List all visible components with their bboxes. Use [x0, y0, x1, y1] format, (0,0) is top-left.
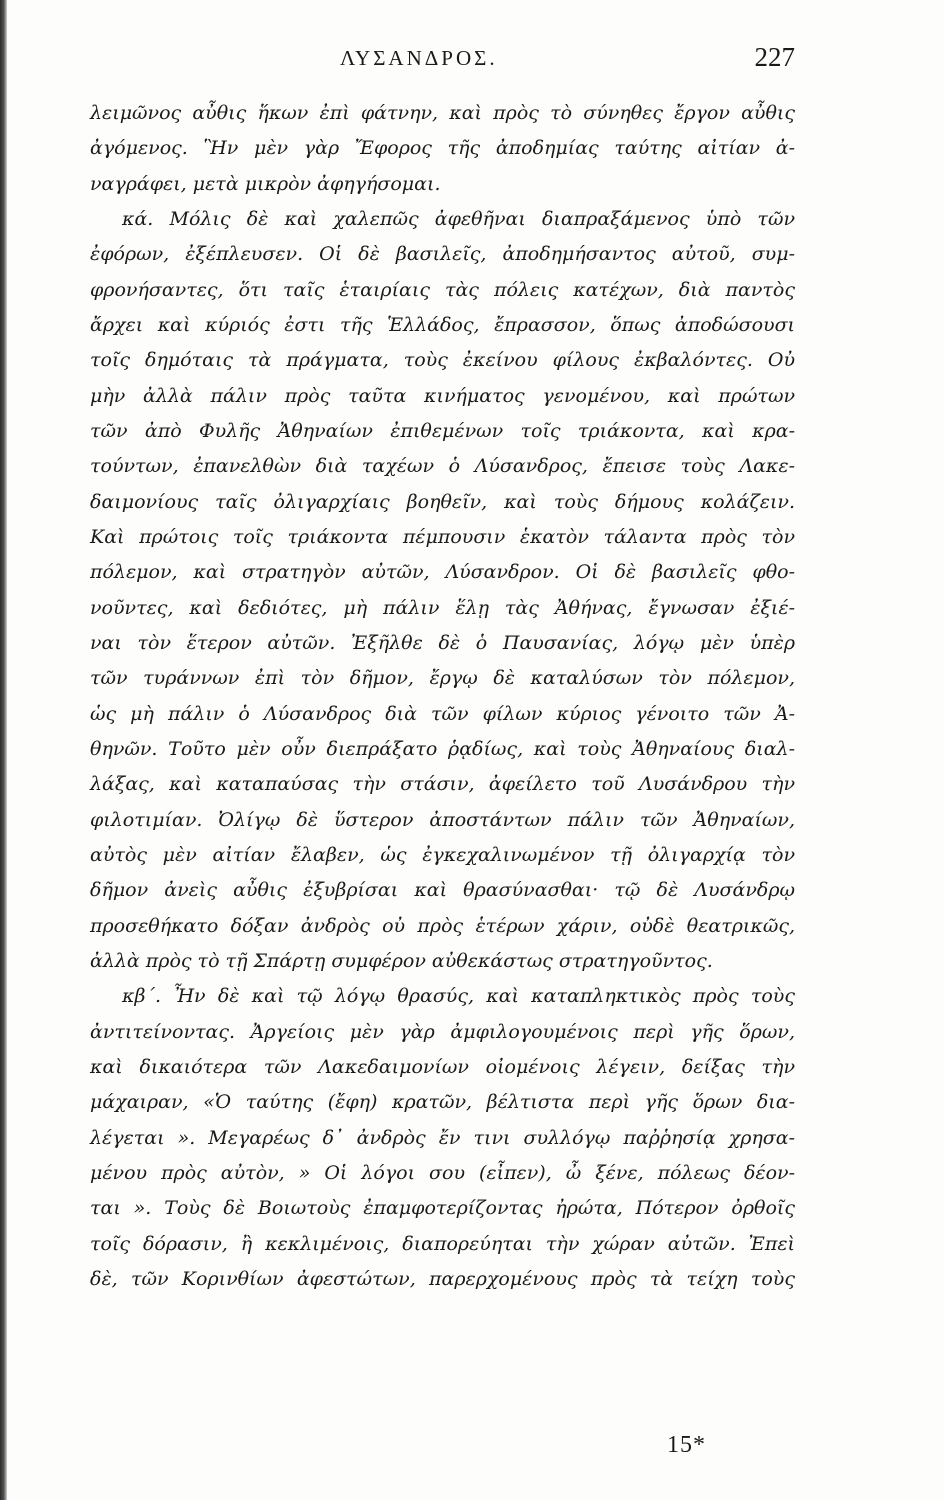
text-line: τῶν ἀπὸ Φυλῆς Ἀθηναίων ἐπιθεμένων τοῖς τριάκοντα, καὶ κρα-	[90, 419, 795, 442]
text-line: δῆμον ἀνεὶς αὖθις ἐξυβρίσαι καὶ θρασύνασθαι· τῷ δὲ Λυσάνδρῳ	[90, 879, 795, 902]
text-line: μένου πρὸς αὐτὸν, » Οἱ λόγοι σου (εἶπεν), ὦ ξένε, πόλεως δέον-	[90, 1161, 795, 1184]
text-line: ται ». Τοὺς δὲ Βοιωτοὺς ἐπαμφοτερίζοντας ἠρώτα, Πότερον ὀρθοῖς	[90, 1197, 795, 1220]
binding-edge	[0, 0, 7, 1500]
text-line: τούντων, ἐπανελθὼν διὰ ταχέων ὁ Λύσανδρος, ἔπεισε τοὺς Λακε-	[90, 455, 795, 478]
text-line: φρονήσαντες, ὅτι ταῖς ἑταιρίαις τὰς πόλεις κατέχων, διὰ παντὸς	[90, 278, 795, 301]
text-line: ἀλλὰ πρὸς τὸ τῇ Σπάρτῃ συμφέρον αὐθεκάστως στρατηγοῦντος.	[90, 949, 713, 972]
text-line: ὡς μὴ πάλιν ὁ Λύσανδρος διὰ τῶν φίλων κύριος γένοιτο τῶν Ἀ-	[90, 702, 795, 725]
text-line: ναγράφει, μετὰ μικρὸν ἀφηγήσομαι.	[90, 172, 441, 195]
text-line: νοῦντες, καὶ δεδιότες, μὴ πάλιν ἕλῃ τὰς Ἀθήνας, ἔγνωσαν ἐξιέ-	[90, 596, 795, 619]
text-line: μὴν ἀλλὰ πάλιν πρὸς ταῦτα κινήματος γενομένου, καὶ πρώτων	[90, 384, 795, 407]
text-line: ἄρχει καὶ κύριός ἐστι τῆς Ἑλλάδος, ἔπρασσον, ὅπως ἀποδώσουσι	[90, 313, 795, 336]
text-line: τοῖς δημόταις τὰ πράγματα, τοὺς ἐκείνου φίλους ἐκβαλόντες. Οὐ	[90, 349, 795, 372]
text-line: ναι τὸν ἕτερον αὐτῶν. Ἐξῆλθε δὲ ὁ Παυσανίας, λόγῳ μὲν ὑπὲρ	[90, 631, 795, 654]
text-line: τῶν τυράννων ἐπὶ τὸν δῆμον, ἔργῳ δὲ καταλύσων τὸν πόλεμον,	[90, 667, 795, 690]
text-line: καὶ δικαιότερα τῶν Λακεδαιμονίων οἰομένοις λέγειν, δείξας τὴν	[90, 1055, 795, 1078]
text-line: δὲ, τῶν Κορινθίων ἀφεστώτων, παρερχομένους πρὸς τὰ τείχη τοὺς	[90, 1267, 795, 1290]
text-line: τοῖς δόρασιν, ἢ κεκλιμένοις, διαπορεύηται τὴν χώραν αὐτῶν. Ἐπεὶ	[90, 1232, 795, 1255]
text-line: αὐτὸς μὲν αἰτίαν ἔλαβεν, ὡς ἐγκεχαλινωμένον τῇ ὀλιγαρχίᾳ τὸν	[90, 843, 795, 866]
text-line: ἀντιτείνοντας. Ἀργείοις μὲν γὰρ ἀμφιλογουμένοις περὶ γῆς ὅρων,	[90, 1020, 795, 1043]
page-number: 227	[754, 42, 795, 72]
text-line: ἀγόμενος. Ἣν μὲν γὰρ Ἔφορος τῆς ἀποδημίας ταύτης αἰτίαν ἀ-	[90, 137, 795, 160]
text-line: φιλοτιμίαν. Ὀλίγῳ δὲ ὕστερον ἀποστάντων πάλιν τῶν Ἀθηναίων,	[90, 808, 795, 831]
text-line: λέγεται ». Μεγαρέως δ᾽ ἀνδρὸς ἔν τινι συλλόγῳ παῤῥησίᾳ χρησα-	[90, 1126, 795, 1149]
text-line: λάξας, καὶ καταπαύσας τὴν στάσιν, ἀφείλετο τοῦ Λυσάνδρου τὴν	[90, 773, 795, 796]
text-line: κά. Μόλις δὲ καὶ χαλεπῶς ἀφεθῆναι διαπραξάμενος ὑπὸ τῶν	[122, 207, 795, 230]
text-line: λειμῶνος αὖθις ἥκων ἐπὶ φάτνην, καὶ πρὸς τὸ σύνηθες ἔργον αὖθις	[90, 102, 795, 124]
text-line: θηνῶν. Τοῦτο μὲν οὖν διεπράξατο ῥᾳδίως, καὶ τοὺς Ἀθηναίους διαλ-	[90, 737, 795, 760]
page-header	[90, 42, 795, 86]
signature-mark: 15*	[667, 1432, 706, 1458]
body-text	[90, 96, 795, 1297]
text-line: μάχαιραν, «Ὁ ταύτης (ἔφη) κρατῶν, βέλτιστα περὶ γῆς ὅρων δια-	[90, 1091, 795, 1114]
text-line: Καὶ πρώτοις τοῖς τριάκοντα πέμπουσιν ἑκατὸν τάλαντα πρὸς τὸν	[90, 525, 795, 548]
running-title: ΛΥΣΑΝΔΡΟΣ.	[340, 46, 498, 70]
text-line: δαιμονίους ταῖς ὀλιγαρχίαις βοηθεῖν, καὶ τοὺς δήμους κολάζειν.	[90, 490, 795, 513]
text-line: προσεθήκατο δόξαν ἀνδρὸς οὐ πρὸς ἑτέρων χάριν, οὐδὲ θεατρικῶς,	[90, 914, 795, 937]
text-line: ἐφόρων, ἐξέπλευσεν. Οἱ δὲ βασιλεῖς, ἀποδημήσαντος αὐτοῦ, συμ-	[90, 243, 795, 266]
text-line: πόλεμον, καὶ στρατηγὸν αὐτῶν, Λύσανδρον. Οἱ δὲ βασιλεῖς φθο-	[90, 561, 795, 584]
text-line: κβ΄. Ἦν δὲ καὶ τῷ λόγῳ θρασύς, καὶ καταπληκτικὸς πρὸς τοὺς	[122, 985, 795, 1008]
